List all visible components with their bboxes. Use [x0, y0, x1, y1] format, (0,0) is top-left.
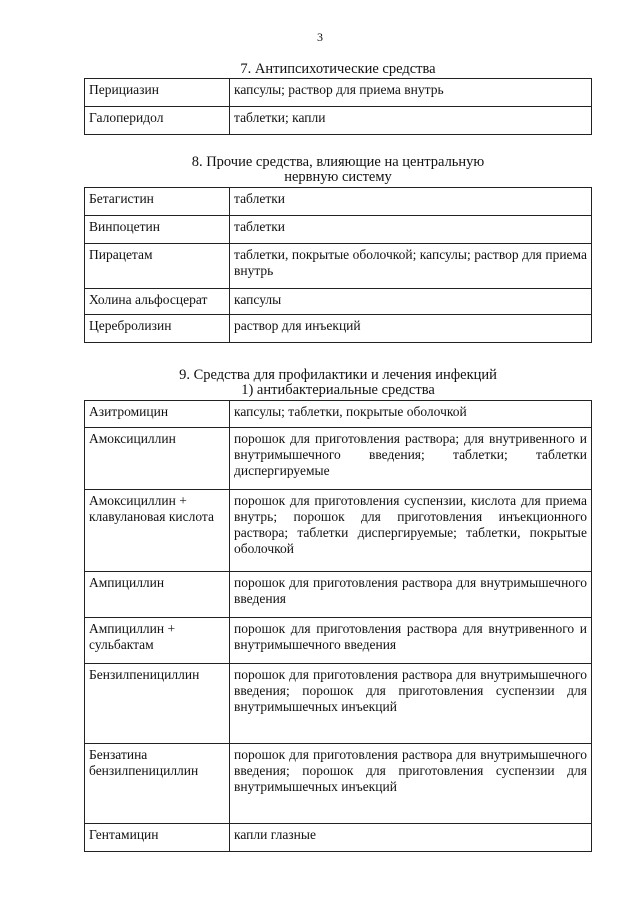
table-row — [85, 79, 592, 107]
table-row — [85, 824, 592, 852]
table-row — [85, 107, 592, 135]
table-row — [85, 744, 592, 824]
drug-name: Ампициллин + сульбактам — [85, 618, 230, 664]
drug-form: таблетки, покрытые оболочкой; капсулы; раствор для приема внутрь — [230, 244, 592, 289]
drug-form: таблетки; капли — [230, 107, 592, 135]
drug-form: таблетки — [230, 216, 592, 244]
drug-form: порошок для приготовления раствора для внутримышечного введения; порошок для приготовления суспензии для внутримышечных инъекций — [230, 744, 592, 824]
section-title-cns — [84, 155, 592, 185]
drug-name: Галоперидол — [85, 107, 230, 135]
table-row — [85, 188, 592, 216]
drug-form: порошок для приготовления суспензии, кислота для приема внутрь; порошок для приготовления инъекционного раствора; таблетки диспергируемые; таблетки, покрытые оболочкой — [230, 490, 592, 572]
drug-name: Перициазин — [85, 79, 230, 107]
section-title-line: нервную систему — [284, 169, 392, 185]
table-row — [85, 315, 592, 343]
drug-name: Амоксициллин — [85, 428, 230, 490]
drug-form: раствор для инъекций — [230, 315, 592, 343]
drug-form: капли глазные — [230, 824, 592, 852]
drug-name: Ампициллин — [85, 572, 230, 618]
drug-name: Бензилпенициллин — [85, 664, 230, 744]
drug-form: порошок для приготовления раствора для внутривенного и внутримышечного введения — [230, 618, 592, 664]
drug-form: порошок для приготовления раствора для внутримышечного введения — [230, 572, 592, 618]
drug-name: Бензатина бензилпенициллин — [85, 744, 230, 824]
drug-name: Холина альфосцерат — [85, 289, 230, 315]
drug-form: капсулы; таблетки, покрытые оболочкой — [230, 401, 592, 428]
drug-form: капсулы; раствор для приема внутрь — [230, 79, 592, 107]
table-row — [85, 664, 592, 744]
drug-name: Пирацетам — [85, 244, 230, 289]
drug-name: Азитромицин — [85, 401, 230, 428]
drug-name: Амоксициллин + клавулановая кислота — [85, 490, 230, 572]
table-row — [85, 401, 592, 428]
drug-table-antipsychotics — [84, 78, 592, 135]
drug-name: Гентамицин — [85, 824, 230, 852]
drug-form: порошок для приготовления раствора для внутримышечного введения; порошок для приготовления суспензии для внутримышечных инъекций — [230, 664, 592, 744]
table-row — [85, 490, 592, 572]
drug-name: Церебролизин — [85, 315, 230, 343]
section-title-line: 8. Прочие средства, влияющие на центральную — [191, 154, 485, 170]
section-title-line: 9. Средства для профилактики и лечения инфекций — [179, 367, 497, 383]
section-title-infections — [84, 368, 592, 398]
page-number: 3 — [317, 30, 323, 44]
table-row — [85, 289, 592, 315]
drug-form: капсулы — [230, 289, 592, 315]
table-row — [85, 216, 592, 244]
table-row — [85, 428, 592, 490]
drug-name: Винпоцетин — [85, 216, 230, 244]
drug-table-antibacterial — [84, 400, 592, 852]
section-title-line: 1) антибактериальные средства — [241, 382, 435, 398]
section-title-antipsychotics: 7. Антипсихотические средства — [240, 61, 436, 77]
table-row — [85, 618, 592, 664]
drug-table-cns — [84, 187, 592, 343]
table-row — [85, 572, 592, 618]
drug-form: порошок для приготовления раствора; для внутривенного и внутримышечного введения; таблетки; таблетки диспергируемые — [230, 428, 592, 490]
table-row — [85, 244, 592, 289]
drug-name: Бетагистин — [85, 188, 230, 216]
drug-form: таблетки — [230, 188, 592, 216]
